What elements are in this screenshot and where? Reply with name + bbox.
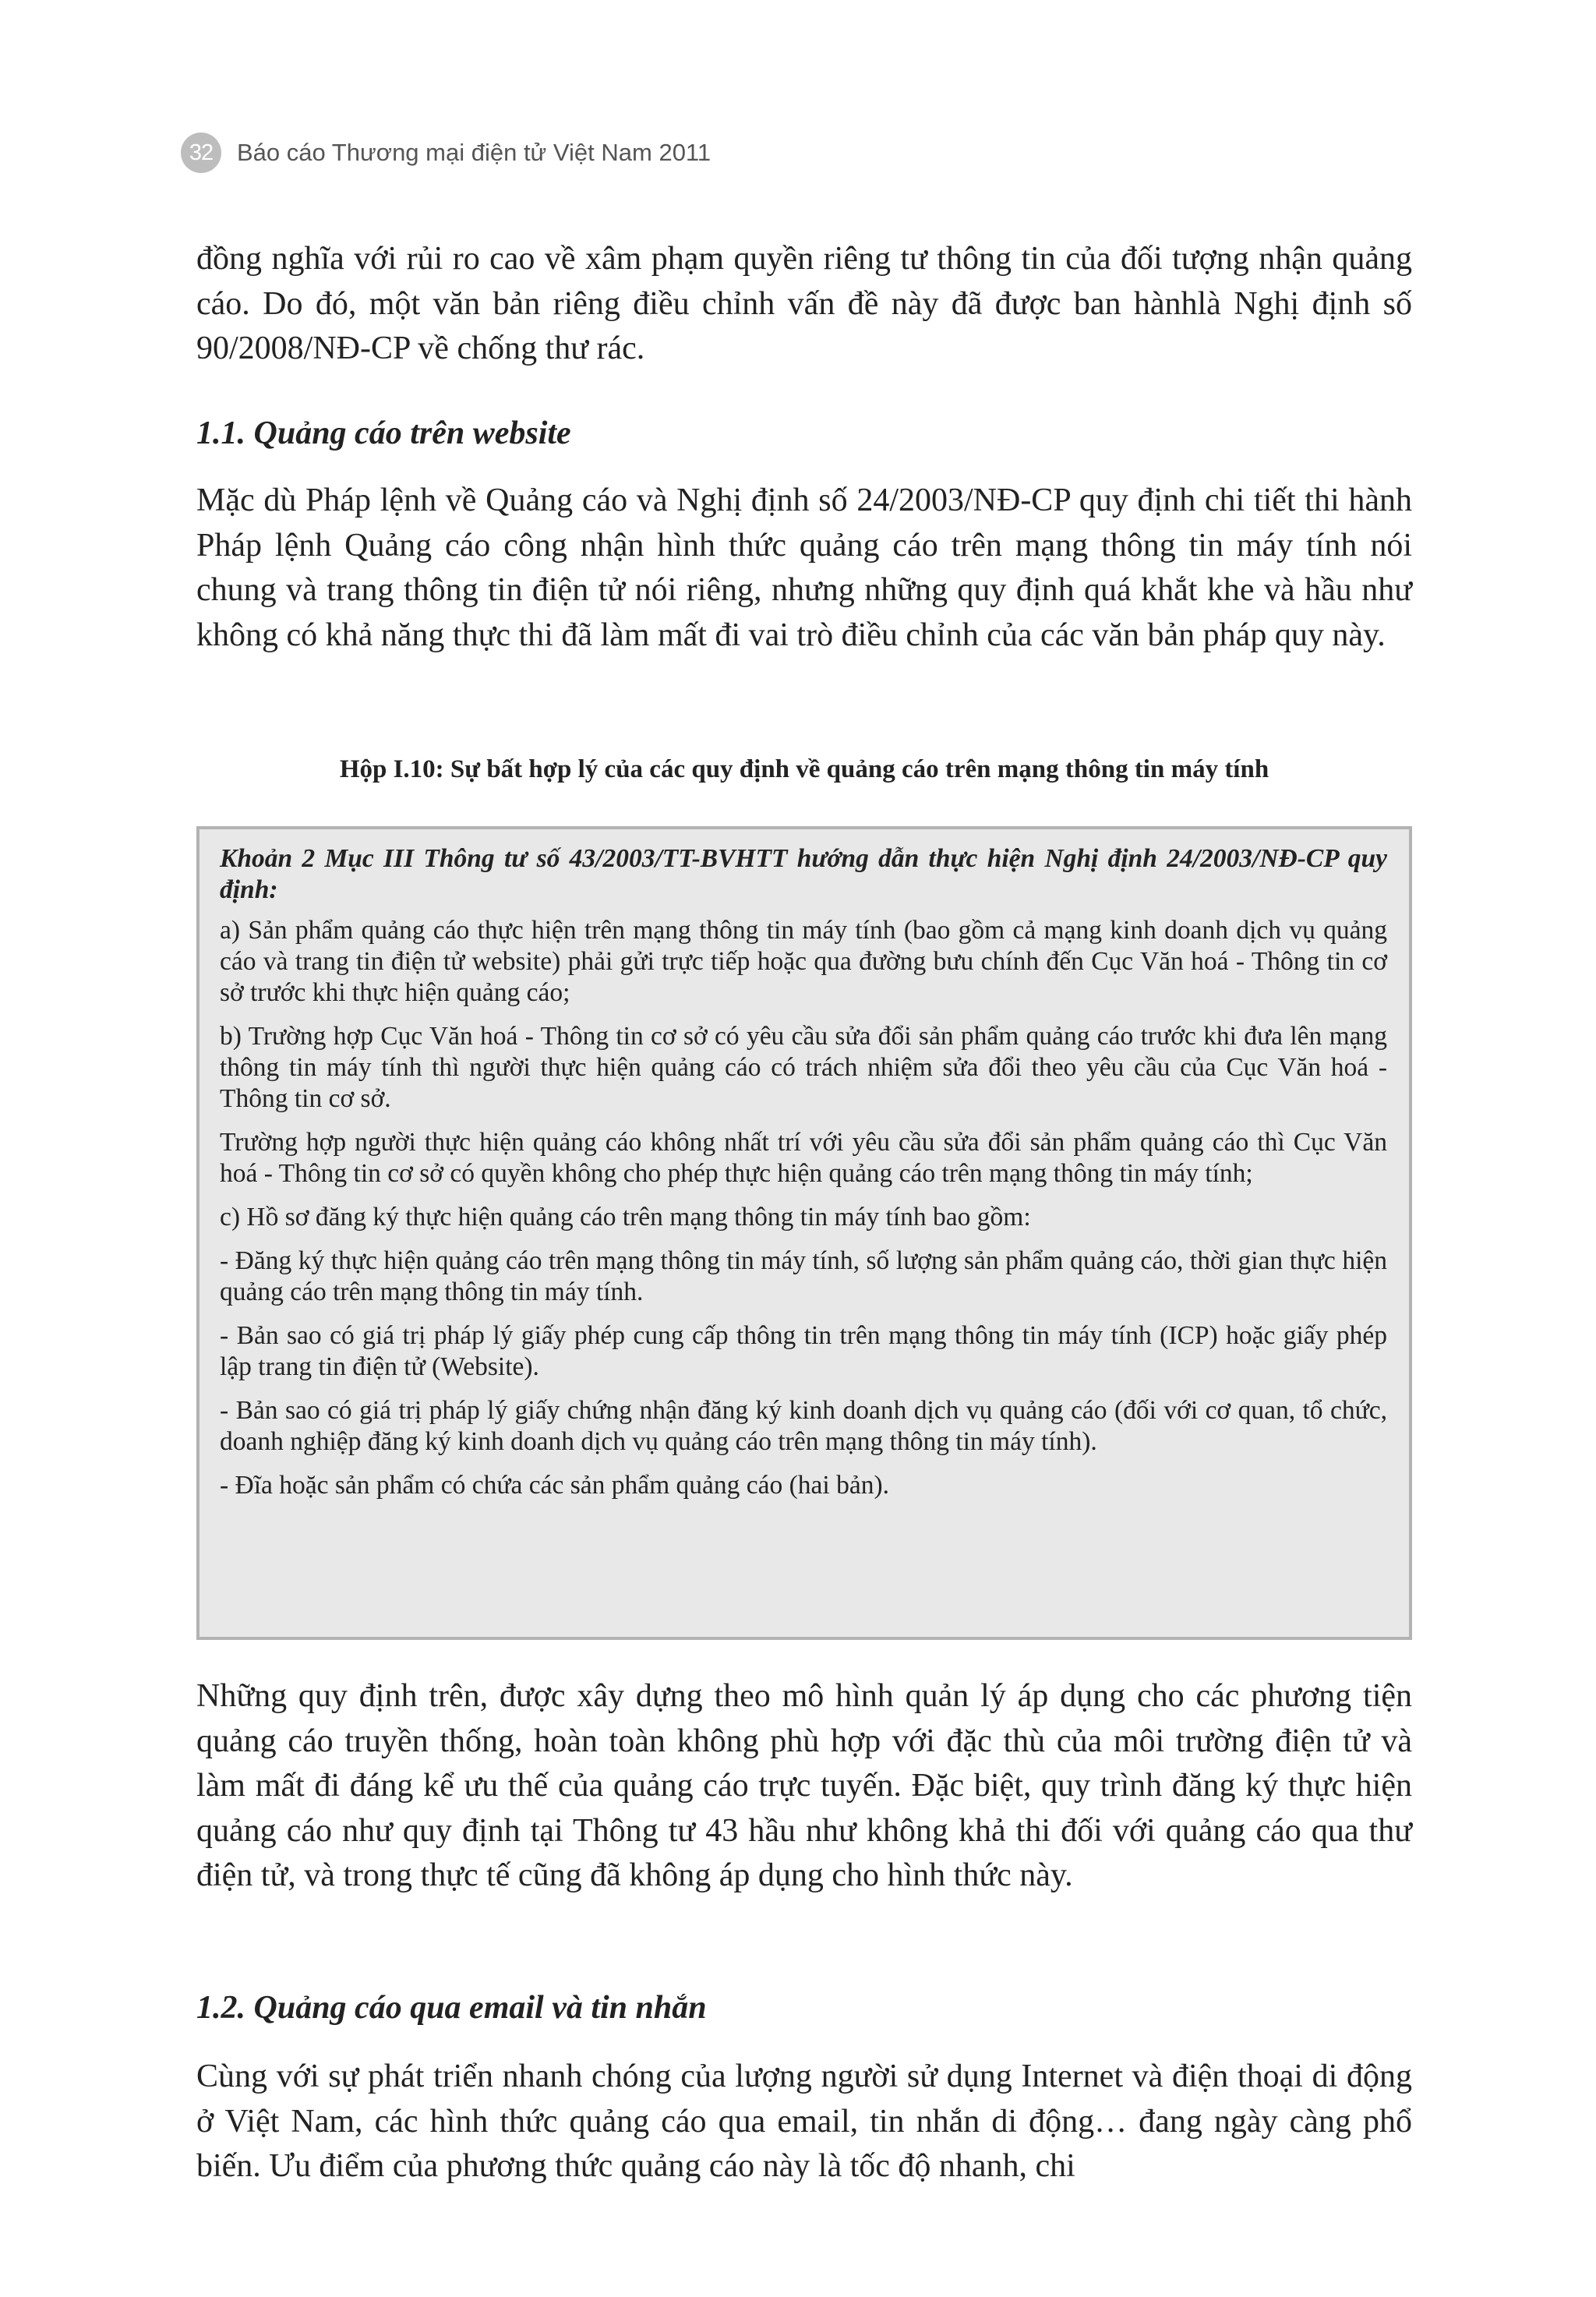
page-header bbox=[181, 133, 711, 173]
section-1-1-body bbox=[196, 479, 1412, 658]
box-item: - Đăng ký thực hiện quảng cáo trên mạng thông tin máy tính, số lượng sản phẩm quảng cáo, thời gian thực hiện quảng cáo trên mạng thông tin máy tính. bbox=[220, 1246, 1387, 1306]
box-item: - Bản sao có giá trị pháp lý giấy phép cung cấp thông tin trên mạng thông tin máy tính (ICP) hoặc giấy phép lập trang tin điện tử (Website). bbox=[220, 1321, 1387, 1381]
legal-quote-box bbox=[196, 826, 1412, 1640]
box-item: - Bản sao có giá trị pháp lý giấy chứng nhận đăng ký kinh doanh dịch vụ quảng cáo (đối với cơ quan, tổ chức, doanh nghiệp đăng ký kinh doanh dịch vụ quảng cáo trên mạng thông tin máy tính). bbox=[220, 1396, 1387, 1456]
section-1-2-heading: 1.2. Quảng cáo qua email và tin nhắn bbox=[196, 1990, 707, 2026]
page-number-badge: 32 bbox=[181, 133, 221, 173]
section-1-2-paragraph: Cùng với sự phát triển nhanh chóng của lượng người sử dụng Internet và điện thoại di động ở Việt Nam, các hình thức quảng cáo qua email, tin nhắn di động… đang ngày càng phổ biến. Ưu điểm của phương thức quảng cáo này là tốc độ nhanh, chi bbox=[196, 2058, 1412, 2184]
intro-section bbox=[196, 237, 1412, 372]
box-title: Khoản 2 Mục III Thông tư số 43/2003/TT-BVHTT hướng dẫn thực hiện Nghị định 24/2003/NĐ-CP quy định: bbox=[220, 844, 1387, 904]
section-1-2-body bbox=[196, 2055, 1412, 2189]
intro-paragraph: đồng nghĩa với rủi ro cao về xâm phạm quyền riêng tư thông tin của đối tượng nhận quảng cáo. Do đó, một văn bản riêng điều chỉnh vấn đề này đã được ban hànhlà Nghị định số 90/2008/NĐ-CP về chống thư rác. bbox=[196, 241, 1412, 366]
section-1-1 bbox=[196, 412, 1412, 457]
box-item: c) Hồ sơ đăng ký thực hiện quảng cáo trên mạng thông tin máy tính bao gồm: bbox=[220, 1203, 1031, 1232]
box-caption: Hộp I.10: Sự bất hợp lý của các quy định về quảng cáo trên mạng thông tin máy tính bbox=[339, 755, 1269, 783]
box-item: b) Trường hợp Cục Văn hoá - Thông tin cơ sở có yêu cầu sửa đổi sản phẩm quảng cáo trước khi đưa lên mạng thông tin máy tính thì người thực hiện quảng cáo có trách nhiệm sửa đổi theo yêu cầu của Cục Văn hoá - Thông tin cơ sở. bbox=[220, 1022, 1387, 1113]
section-1-1-heading: 1.1. Quảng cáo trên website bbox=[196, 415, 571, 451]
section-1-1-paragraph: Mặc dù Pháp lệnh về Quảng cáo và Nghị định số 24/2003/NĐ-CP quy định chi tiết thi hành Pháp lệnh Quảng cáo công nhận hình thức quảng cáo trên mạng thông tin máy tính nói chung và trang thông tin điện tử nói riêng, nhưng những quy định quá khắt khe và hầu như không có khả năng thực thi đã làm mất đi vai trò điều chỉnh của các văn bản pháp quy này. bbox=[196, 482, 1412, 653]
running-title: Báo cáo Thương mại điện tử Việt Nam 2011 bbox=[237, 139, 711, 166]
after-box-paragraph: Những quy định trên, được xây dựng theo mô hình quản lý áp dụng cho các phương tiện quảng cáo truyền thống, hoàn toàn không phù hợp với đặc thù của môi trường điện tử và làm mất đi đáng kể ưu thế của quảng cáo trực tuyến. Đặc biệt, quy trình đăng ký thực hiện quảng cáo như quy định tại Thông tư 43 hầu như không khả thi đối với quảng cáo qua thư điện tử, và trong thực tế cũng đã không áp dụng cho hình thức này. bbox=[196, 1678, 1412, 1893]
after-box-section bbox=[196, 1674, 1412, 1899]
box-item: Trường hợp người thực hiện quảng cáo không nhất trí với yêu cầu sửa đổi sản phẩm quảng cáo thì Cục Văn hoá - Thông tin cơ sở có quyền không cho phép thực hiện quảng cáo trên mạng thông tin máy tính; bbox=[220, 1128, 1387, 1188]
box-item: - Đĩa hoặc sản phẩm có chứa các sản phẩm quảng cáo (hai bản). bbox=[220, 1471, 890, 1500]
box-item: a) Sản phẩm quảng cáo thực hiện trên mạng thông tin máy tính (bao gồm cả mạng kinh doanh dịch vụ quảng cáo và trang tin điện tử website) phải gửi trực tiếp hoặc qua đường bưu chính đến Cục Văn hoá - Thông tin cơ sở trước khi thực hiện quảng cáo; bbox=[220, 916, 1387, 1007]
section-1-2 bbox=[196, 1986, 1412, 2031]
